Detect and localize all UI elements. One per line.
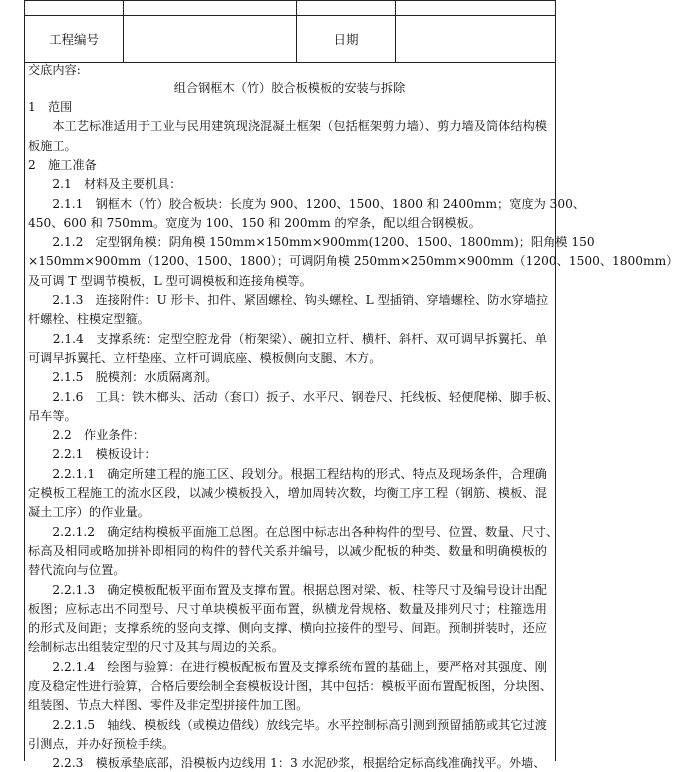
body-line: 可调早拆翼托、立杆垫座、立杆可调底座、模板侧向支腿、木方。 — [28, 350, 382, 365]
project-code-label: 工程编号 — [25, 16, 124, 63]
body-line: 2.2.1 模板设计： — [28, 447, 157, 462]
body-line: 2.2.1.1 确定所建工程的施工区、段划分。根据工程结构的形式、特点及现场条件，合理确 — [28, 466, 547, 481]
body-line: 450、600 和 750mm。宽度为 100、150 和 200mm 的窄条，配以组合钢模板。 — [28, 215, 481, 230]
body-line: 组装图、节点大样图、零件及非定型拼接件加工图。 — [28, 698, 309, 713]
body-line: 板施工。 — [28, 138, 77, 153]
project-code-value[interactable] — [124, 16, 297, 63]
body-line: 2.1.4 支撑系统：定型空腔龙骨（桁架梁）、碗扣立杆、横杆、斜杆、双可调早拆翼托、单 — [28, 331, 547, 346]
body-line: 凝土工序）的作业量。 — [28, 505, 150, 520]
body-line: 1 范围 — [28, 100, 73, 114]
body-line: 2.1.6 工具：铁木榔头、活动（套口）扳子、水平尺、钢卷尺、托线板、轻便爬梯、脚手板、 — [28, 389, 559, 404]
body-line: 2.1.1 钢框木（竹）胶合板块：长度为 900、1200、1500、1800 和 2400mm；宽度为 300、 — [28, 196, 586, 211]
body-line: 2.2.1.5 轴线、模板线（或模边借线）放线完毕。水平控制标高引测到预留插筋或其它过渡 — [28, 717, 547, 732]
body-line: 吊车等。 — [28, 408, 77, 423]
body-line: 2.2 作业条件： — [28, 428, 145, 443]
body-line: 2.2.1.3 确定模板配板平面布置及支撑布置。根据总图对梁、板、柱等尺寸及编号设计出配 — [28, 582, 547, 597]
date-value[interactable] — [396, 16, 556, 63]
body-line: 替代流向与位置。 — [28, 563, 126, 578]
body-line: 度及稳定性进行验算，合格后要绘制全套模板设计图，其中包括：模板平面布置配板图，分块图、 — [28, 679, 553, 693]
body-line: 2.2.1.2 确定结构模板平面施工总图。在总图中标志出各种构件的型号、位置、数量、尺寸、 — [28, 524, 559, 539]
header-cell-top-3 — [297, 1, 396, 16]
body-line: 2.2.3 模板承垫底部，沿模板内边线用 1：3 水泥砂浆，根据给定标高线准确找平。外墙、 — [28, 756, 546, 771]
body-line: 标高及相同或略加拼补即相同的构件的替代关系并编号，以减少配板的种类、数量和明确模板的 — [28, 543, 547, 558]
body-line: 杆螺栓、柱模定型箍。 — [28, 312, 150, 327]
body-line: 2.1 材料及主要机具： — [28, 177, 182, 192]
body-line: 2.2.1.4 绘图与验算：在进行模板配板布置及支撑系统布置的基础上，要严格对其强度、刚 — [28, 659, 547, 674]
disclosure-label: 交底内容: — [28, 63, 81, 77]
header-table — [24, 0, 556, 63]
body-line: ×150mm×900mm（1200、1500、1800）；可调阴角模 250mm×250mm×900mm（1200、1500、1800mm） — [28, 254, 678, 269]
body-line: 板图；应标志出不同型号、尺寸单块模板平面布置，纵横龙骨规格、数量及排列尺寸；柱箍选用 — [28, 601, 547, 616]
body-line: 2.1.5 脱模剂：水质隔离剂。 — [28, 370, 218, 385]
body-line: 及可调 T 型调节模板，L 型可调模板和连接角模等。 — [28, 273, 312, 288]
body-line: 绘制标志出组装定型的尺寸及其与周边的关系。 — [28, 640, 284, 655]
header-cell-top-4 — [396, 1, 556, 16]
body-line: 的形式及间距；支撑系统的竖向支撑、侧向支撑、横向拉接件的型号、间距。预制拼装时，还应 — [28, 621, 547, 636]
body-line: 2 施工准备 — [28, 157, 97, 172]
body-line: 定模板工程施工的流水区段，以减少模板投入，增加周转次数，均衡工序工程（钢筋、模板、混 — [28, 486, 547, 500]
date-label: 日期 — [297, 16, 396, 63]
body-line: 2.1.2 定型钢角模：阴角模 150mm×150mm×900mm(1200、1500、1800mm)；阳角模 150 — [28, 235, 595, 250]
body-line: 引测点，并办好预检手续。 — [28, 736, 175, 751]
document-title: 组合钢框木（竹）胶合板模板的安装与拆除 — [173, 81, 406, 95]
header-cell-top-2 — [124, 1, 297, 16]
header-cell-top-1 — [25, 1, 124, 16]
body-line: 本工艺标准适用于工业与民用建筑现浇混凝土框架（包括框架剪力墙）、剪力墙及筒体结构模 — [28, 119, 547, 134]
body-line: 2.1.3 连接附件：U 形卡、扣件、紧固螺栓、钩头螺栓、L 型插销、穿墙螺栓、防水穿墙拉 — [28, 293, 549, 307]
